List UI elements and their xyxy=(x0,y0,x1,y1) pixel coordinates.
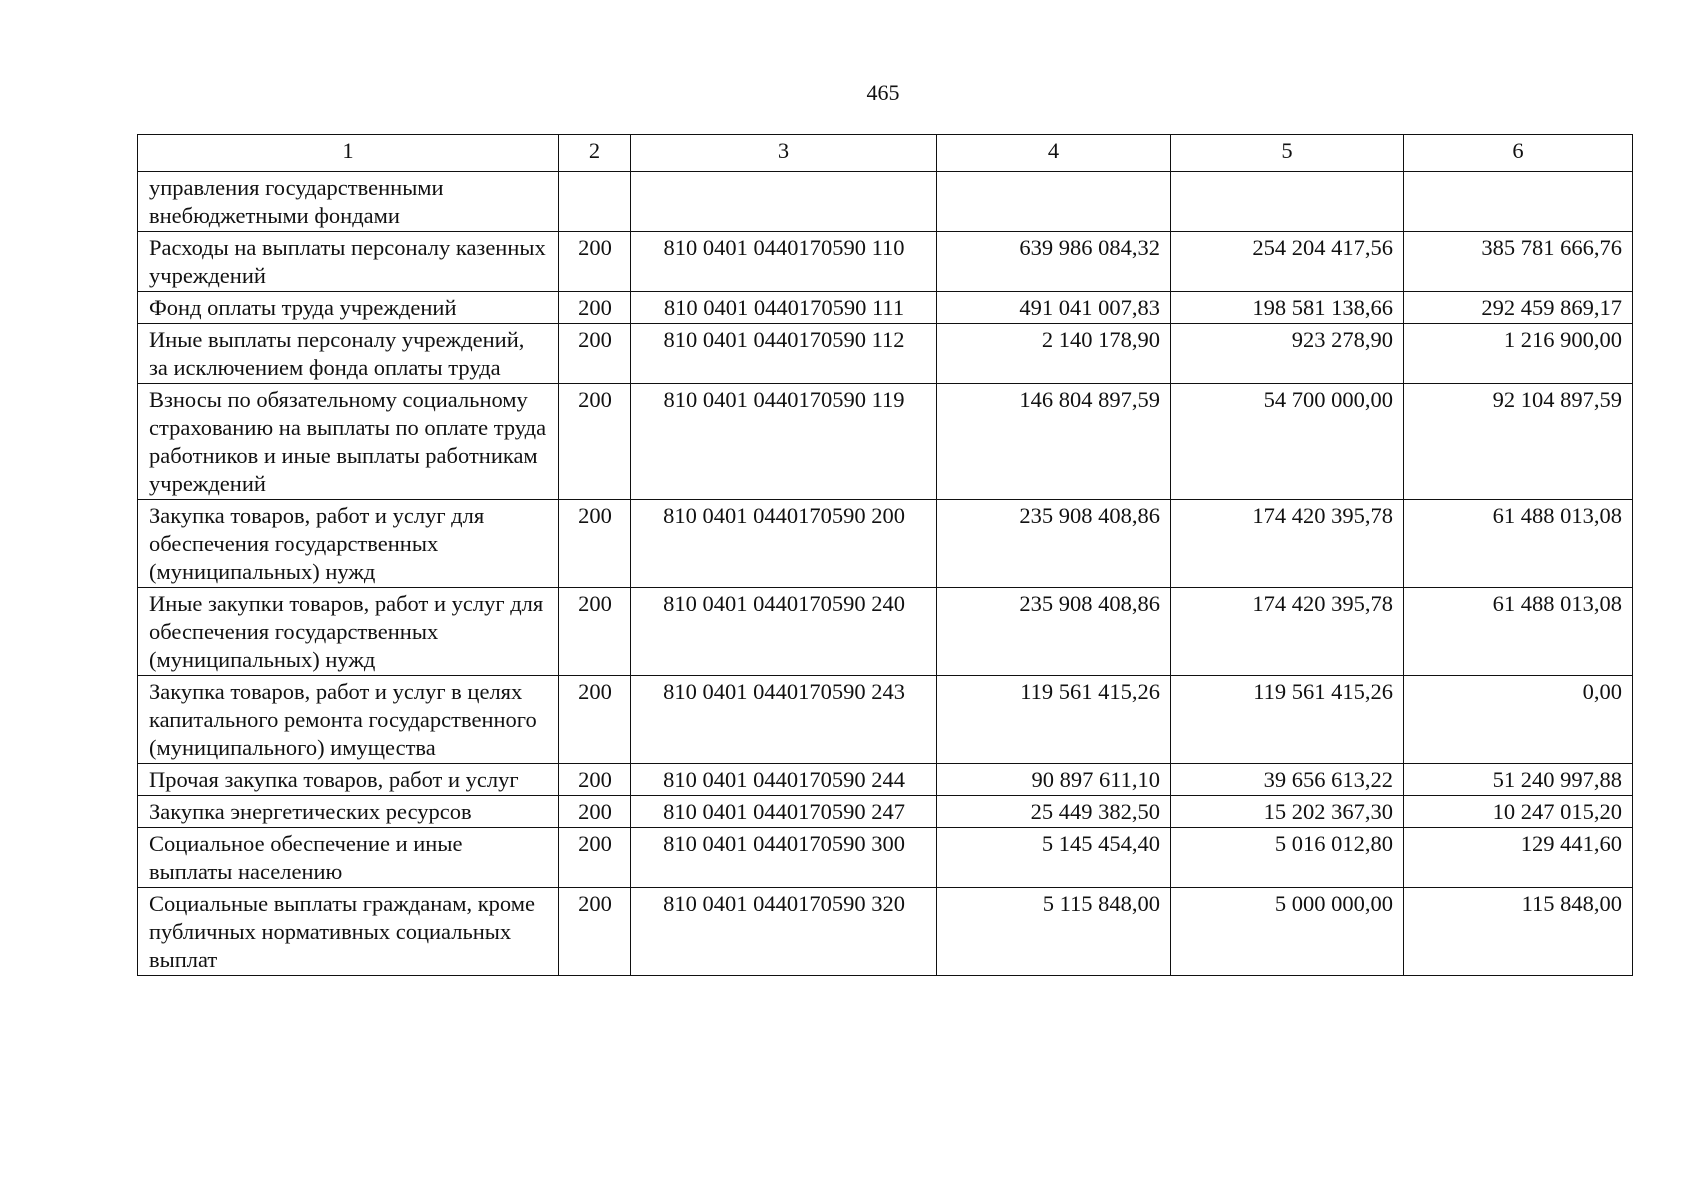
row-amount-4: 90 897 611,10 xyxy=(937,764,1171,796)
row-amount-5: 174 420 395,78 xyxy=(1171,500,1404,588)
row-kbk: 810 0401 0440170590 243 xyxy=(631,676,937,764)
row-code: 200 xyxy=(559,324,631,384)
row-amount-6: 51 240 997,88 xyxy=(1404,764,1633,796)
row-kbk: 810 0401 0440170590 240 xyxy=(631,588,937,676)
row-amount-6: 61 488 013,08 xyxy=(1404,500,1633,588)
row-name: Иные выплаты персоналу учреждений, за исключением фонда оплаты труда xyxy=(138,324,559,384)
row-kbk: 810 0401 0440170590 247 xyxy=(631,796,937,828)
row-name: Расходы на выплаты персоналу казенных учреждений xyxy=(138,232,559,292)
row-name: управления государственными внебюджетными фондами xyxy=(138,172,559,232)
row-kbk xyxy=(631,172,937,232)
row-amount-4: 25 449 382,50 xyxy=(937,796,1171,828)
header-col-4: 4 xyxy=(937,135,1171,172)
row-name: Закупка товаров, работ и услуг для обеспечения государственных (муниципальных) нужд xyxy=(138,500,559,588)
table-row xyxy=(138,292,1633,324)
table-row xyxy=(138,588,1633,676)
table-row xyxy=(138,796,1633,828)
row-kbk: 810 0401 0440170590 112 xyxy=(631,324,937,384)
row-amount-6 xyxy=(1404,172,1633,232)
row-amount-5: 198 581 138,66 xyxy=(1171,292,1404,324)
header-col-5: 5 xyxy=(1171,135,1404,172)
table-row xyxy=(138,888,1633,976)
row-amount-6: 92 104 897,59 xyxy=(1404,384,1633,500)
row-amount-5: 39 656 613,22 xyxy=(1171,764,1404,796)
row-code: 200 xyxy=(559,384,631,500)
row-name: Закупка энергетических ресурсов xyxy=(138,796,559,828)
row-code: 200 xyxy=(559,796,631,828)
row-kbk: 810 0401 0440170590 244 xyxy=(631,764,937,796)
row-amount-6: 385 781 666,76 xyxy=(1404,232,1633,292)
header-col-3: 3 xyxy=(631,135,937,172)
row-amount-5: 174 420 395,78 xyxy=(1171,588,1404,676)
row-amount-4: 235 908 408,86 xyxy=(937,500,1171,588)
row-amount-6: 0,00 xyxy=(1404,676,1633,764)
table-row xyxy=(138,676,1633,764)
row-name: Фонд оплаты труда учреждений xyxy=(138,292,559,324)
row-amount-4: 5 115 848,00 xyxy=(937,888,1171,976)
row-kbk: 810 0401 0440170590 110 xyxy=(631,232,937,292)
row-code: 200 xyxy=(559,232,631,292)
row-code xyxy=(559,172,631,232)
row-kbk: 810 0401 0440170590 119 xyxy=(631,384,937,500)
row-code: 200 xyxy=(559,828,631,888)
row-code: 200 xyxy=(559,676,631,764)
row-amount-5: 119 561 415,26 xyxy=(1171,676,1404,764)
row-amount-5: 5 000 000,00 xyxy=(1171,888,1404,976)
row-amount-4 xyxy=(937,172,1171,232)
row-amount-5: 54 700 000,00 xyxy=(1171,384,1404,500)
row-amount-4: 119 561 415,26 xyxy=(937,676,1171,764)
header-row xyxy=(138,135,1633,172)
row-code: 200 xyxy=(559,500,631,588)
header-col-1: 1 xyxy=(138,135,559,172)
row-amount-6: 10 247 015,20 xyxy=(1404,796,1633,828)
header-col-6: 6 xyxy=(1404,135,1633,172)
row-amount-5 xyxy=(1171,172,1404,232)
row-amount-6: 1 216 900,00 xyxy=(1404,324,1633,384)
row-kbk: 810 0401 0440170590 200 xyxy=(631,500,937,588)
row-code: 200 xyxy=(559,888,631,976)
row-kbk: 810 0401 0440170590 111 xyxy=(631,292,937,324)
row-amount-4: 235 908 408,86 xyxy=(937,588,1171,676)
row-amount-4: 5 145 454,40 xyxy=(937,828,1171,888)
table-row xyxy=(138,384,1633,500)
row-name: Взносы по обязательному социальному страхованию на выплаты по оплате труда работников и иные выплаты работникам учреждений xyxy=(138,384,559,500)
page-number: 465 xyxy=(866,80,900,105)
table-row xyxy=(138,172,1633,232)
table-row xyxy=(138,764,1633,796)
table-row xyxy=(138,324,1633,384)
row-kbk: 810 0401 0440170590 300 xyxy=(631,828,937,888)
row-amount-6: 129 441,60 xyxy=(1404,828,1633,888)
table-row xyxy=(138,828,1633,888)
row-name: Социальные выплаты гражданам, кроме публичных нормативных социальных выплат xyxy=(138,888,559,976)
row-amount-4: 491 041 007,83 xyxy=(937,292,1171,324)
row-amount-5: 923 278,90 xyxy=(1171,324,1404,384)
row-kbk: 810 0401 0440170590 320 xyxy=(631,888,937,976)
row-name: Прочая закупка товаров, работ и услуг xyxy=(138,764,559,796)
row-name: Закупка товаров, работ и услуг в целях капитального ремонта государственного (муниципального) имущества xyxy=(138,676,559,764)
row-amount-5: 254 204 417,56 xyxy=(1171,232,1404,292)
row-amount-5: 5 016 012,80 xyxy=(1171,828,1404,888)
row-amount-4: 2 140 178,90 xyxy=(937,324,1171,384)
row-amount-6: 61 488 013,08 xyxy=(1404,588,1633,676)
row-code: 200 xyxy=(559,764,631,796)
row-name: Иные закупки товаров, работ и услуг для обеспечения государственных (муниципальных) нужд xyxy=(138,588,559,676)
table-row xyxy=(138,500,1633,588)
row-amount-6: 292 459 869,17 xyxy=(1404,292,1633,324)
row-code: 200 xyxy=(559,292,631,324)
row-amount-4: 639 986 084,32 xyxy=(937,232,1171,292)
table-row xyxy=(138,232,1633,292)
row-amount-5: 15 202 367,30 xyxy=(1171,796,1404,828)
row-amount-6: 115 848,00 xyxy=(1404,888,1633,976)
row-code: 200 xyxy=(559,588,631,676)
row-name: Социальное обеспечение и иные выплаты населению xyxy=(138,828,559,888)
budget-table xyxy=(137,134,1633,976)
header-col-2: 2 xyxy=(559,135,631,172)
row-amount-4: 146 804 897,59 xyxy=(937,384,1171,500)
